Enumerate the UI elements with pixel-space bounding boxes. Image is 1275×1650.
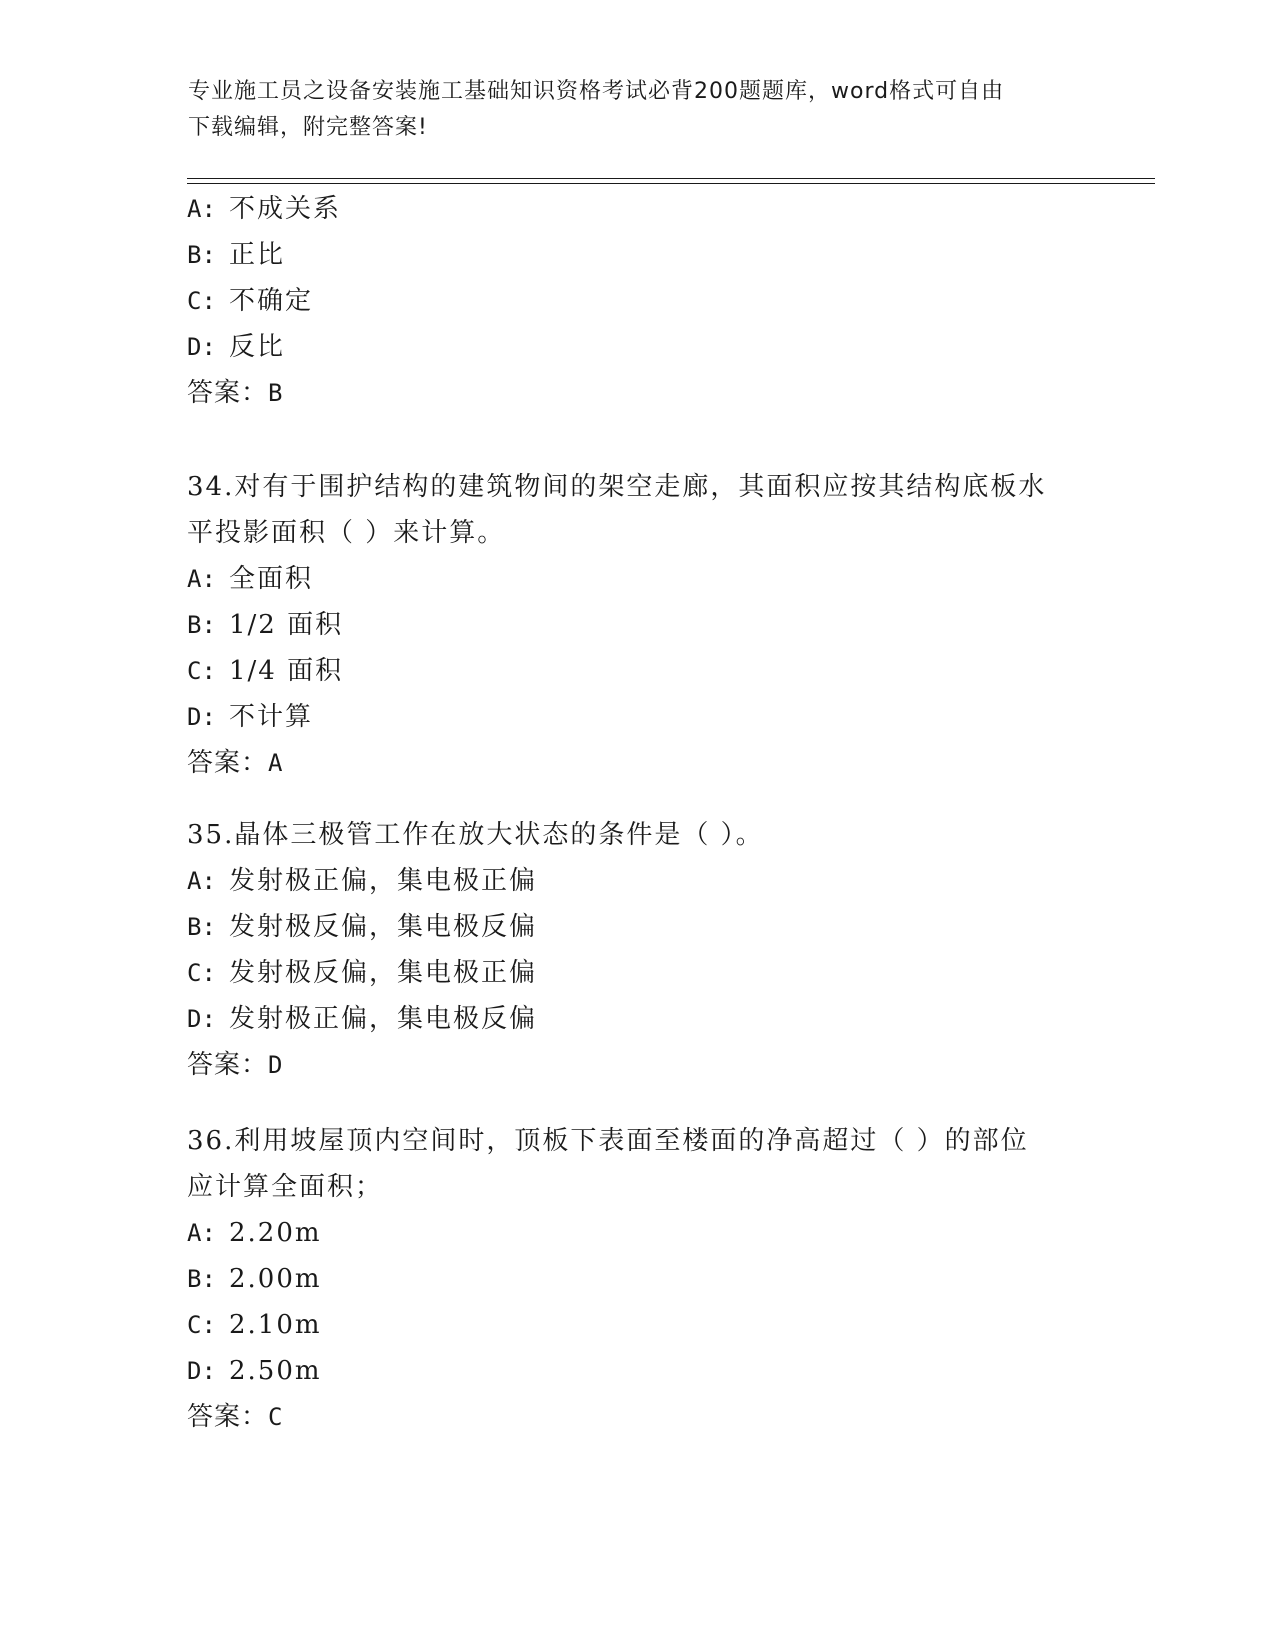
- question-text-line: 平投影面积（ ）来计算。: [187, 518, 506, 548]
- option-letter: D:: [187, 1357, 216, 1385]
- question-block-36: [187, 1118, 1087, 1440]
- option-text: 不计算: [229, 702, 314, 732]
- option-text: 1/4 面积: [229, 656, 344, 686]
- question-block-33: [187, 186, 1087, 416]
- option-letter: B:: [187, 1265, 216, 1293]
- question-text-line: 36.利用坡屋顶内空间时，顶板下表面至楼面的净高超过（ ）的部位: [187, 1126, 1029, 1156]
- question-block-34: [187, 464, 1087, 786]
- option-d: [187, 694, 1087, 740]
- header-line-2: 下载编辑，附完整答案!: [188, 115, 428, 140]
- option-letter: C:: [187, 657, 216, 685]
- answer-value: A: [268, 749, 284, 777]
- option-letter: D:: [187, 1005, 216, 1033]
- option-d: [187, 324, 1087, 370]
- option-letter: B:: [187, 611, 216, 639]
- answer-line: [187, 1394, 1087, 1440]
- option-letter: C:: [187, 1311, 216, 1339]
- option-text: 1/2 面积: [229, 610, 344, 640]
- option-letter: B:: [187, 241, 216, 269]
- answer-value: B: [268, 379, 284, 407]
- option-d: [187, 996, 1087, 1042]
- answer-line: [187, 1042, 1087, 1088]
- option-text: 全面积: [229, 564, 314, 594]
- option-text: 不成关系: [229, 194, 342, 224]
- option-text: 发射极正偏，集电极反偏: [229, 1004, 538, 1034]
- option-b: [187, 1256, 1087, 1302]
- question-text-line: 34.对有于围护结构的建筑物间的架空走廊，其面积应按其结构底板水: [187, 472, 1047, 502]
- option-text: 2.20m: [229, 1218, 322, 1248]
- option-text: 2.00m: [229, 1264, 322, 1294]
- option-text: 发射极正偏，集电极正偏: [229, 866, 538, 896]
- answer-label: 答案：: [187, 378, 269, 408]
- header-line-1: 专业施工员之设备安装施工基础知识资格考试必背200题题库，word格式可自由: [188, 79, 1005, 104]
- option-text: 反比: [229, 332, 286, 362]
- option-c: [187, 278, 1087, 324]
- document-header: [188, 74, 1068, 146]
- option-letter: A:: [187, 1219, 216, 1247]
- option-a: [187, 1210, 1087, 1256]
- option-b: [187, 602, 1087, 648]
- option-a: [187, 186, 1087, 232]
- option-letter: A:: [187, 195, 216, 223]
- option-a: [187, 556, 1087, 602]
- option-text: 发射极反偏，集电极正偏: [229, 958, 538, 988]
- option-text: 正比: [229, 240, 286, 270]
- option-text: 2.10m: [229, 1310, 322, 1340]
- answer-label: 答案：: [187, 748, 269, 778]
- option-letter: A:: [187, 565, 216, 593]
- answer-value: D: [268, 1051, 284, 1079]
- option-a: [187, 858, 1087, 904]
- answer-label: 答案：: [187, 1402, 269, 1432]
- option-b: [187, 232, 1087, 278]
- header-divider-top: [187, 178, 1155, 179]
- option-c: [187, 648, 1087, 694]
- option-letter: C:: [187, 287, 216, 315]
- option-d: [187, 1348, 1087, 1394]
- question-text-line: 35.晶体三极管工作在放大状态的条件是（ ）。: [187, 820, 764, 850]
- question-text-line: 应计算全面积；: [187, 1172, 384, 1202]
- option-text: 2.50m: [229, 1356, 322, 1386]
- option-text: 发射极反偏，集电极反偏: [229, 912, 538, 942]
- option-letter: A:: [187, 867, 216, 895]
- question-block-35: [187, 812, 1087, 1088]
- option-c: [187, 1302, 1087, 1348]
- option-c: [187, 950, 1087, 996]
- option-letter: B:: [187, 913, 216, 941]
- answer-value: C: [268, 1403, 284, 1431]
- answer-label: 答案：: [187, 1050, 269, 1080]
- option-letter: D:: [187, 703, 216, 731]
- option-b: [187, 904, 1087, 950]
- header-divider-bottom: [187, 183, 1155, 184]
- option-text: 不确定: [229, 286, 314, 316]
- answer-line: [187, 740, 1087, 786]
- option-letter: D:: [187, 333, 216, 361]
- option-letter: C:: [187, 959, 216, 987]
- answer-line: [187, 370, 1087, 416]
